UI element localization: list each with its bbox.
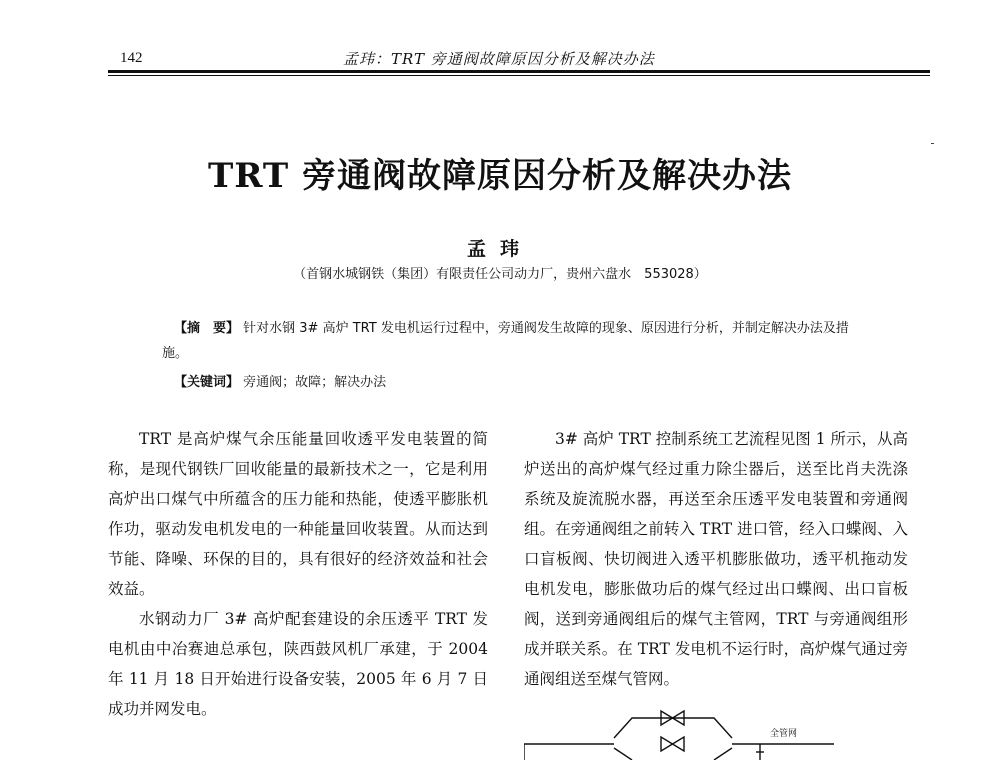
- scan-mark: [931, 143, 934, 144]
- paper-title: TRT 旁通阀故障原因分析及解决办法: [207, 156, 793, 196]
- keywords: [174, 371, 874, 390]
- body-paragraph: 水钢动力厂 3# 高炉配套建设的余压透平 TRT 发电机由中冶赛迪总承包，陕西鼓风机厂承建，于 2004 年 11 月 18 日开始进行设备安装，2005 年 6 月 7 日成功并网发电。: [108, 610, 488, 718]
- page-number: 142: [120, 50, 143, 66]
- abstract-label: 【摘 要】: [174, 321, 240, 336]
- author-affiliation: （首钢水城钢铁（集团）有限责任公司动力厂，贵州六盘水 553028）: [293, 267, 707, 282]
- body-paragraph: TRT 是高炉煤气余压能量回收透平发电装置的简称，是现代钢铁厂回收能量的最新技术之一，它是利用高炉出口煤气中所蕴含的压力能和热能，使透平膨胀机作功，驱动发电机发电的一种能量回收装置。从而达到节能、降噪、环保的目的，具有很好的经济效益和社会效益。: [108, 430, 488, 598]
- keywords-text: 旁通阀；故障；解决办法: [243, 375, 387, 390]
- abstract: [162, 316, 862, 366]
- body-paragraph: 3# 高炉 TRT 控制系统工艺流程见图 1 所示，从高炉送出的高炉煤气经过重力除尘器后，送至比肖夫洗涤系统及旋流脱水器，再送至余压透平发电装置和旁通阀组。在旁通阀组之前转入 TRT 进口管，经入口蝶阀、入口盲板阀、快切阀进入透平机膨胀做功，透平机拖动发电机发电，膨胀做功后的煤气经过出口蝶阀、出口盲板阀，送到旁通阀组后的煤气主管网，TRT 与旁通阀组形成并联关系。在 TRT 发电机不运行时，高炉煤气通过旁通阀组送至煤气管网。: [524, 430, 908, 688]
- diagram-pipe: [614, 748, 632, 760]
- header-rule-thin: [108, 75, 930, 76]
- running-title: 孟玮：TRT 旁通阀故障原因分析及解决办法: [343, 50, 655, 68]
- diagram-label: 全管网: [770, 729, 798, 739]
- valve-icon: [661, 737, 684, 751]
- body-column-right: [524, 424, 908, 694]
- diagram-pipe: [714, 748, 732, 760]
- process-flow-diagram: [524, 708, 844, 760]
- page-header: [108, 44, 930, 74]
- body-column-left: [108, 424, 488, 724]
- diagram-pipe: [614, 718, 732, 738]
- keywords-label: 【关键词】: [174, 375, 240, 390]
- author-name: 孟玮: [466, 238, 533, 260]
- header-rule-thick: [108, 70, 930, 73]
- abstract-text: 针对水钢 3# 高炉 TRT 发电机运行过程中，旁通阀发生故障的现象、原因进行分析，并制定解决办法及措施。: [162, 321, 849, 361]
